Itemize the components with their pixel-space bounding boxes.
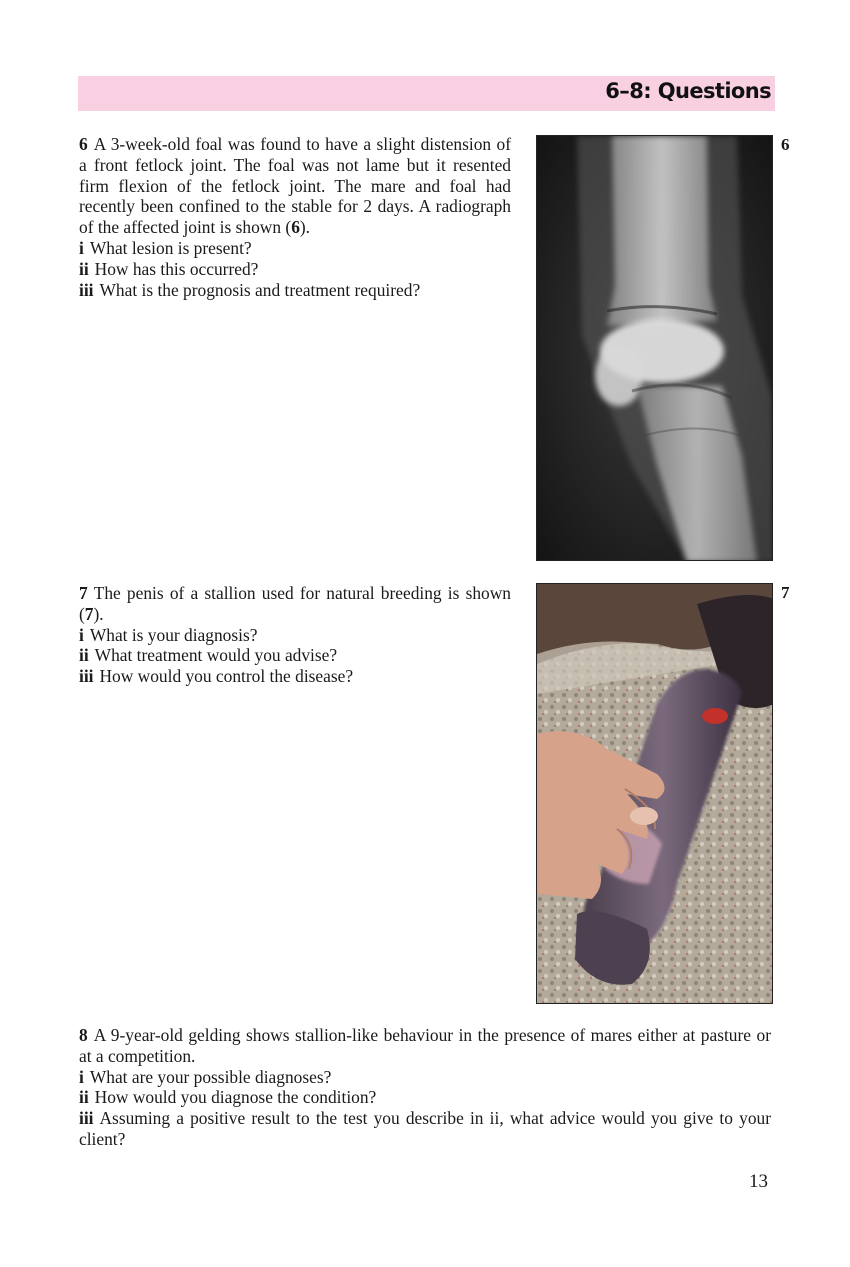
sub-question [79, 280, 511, 301]
section-header-bar [78, 76, 775, 111]
sub-question [79, 1067, 771, 1088]
sub-question-label: i [79, 1066, 84, 1087]
question-number: 7 [79, 583, 88, 603]
sub-question [79, 238, 511, 259]
sub-question [79, 1087, 771, 1108]
figure-7-photograph [536, 583, 773, 1004]
sub-question-label: iii [79, 279, 94, 300]
sub-question [79, 666, 511, 687]
figure-6-label: 6 [781, 135, 790, 154]
radiograph-image [537, 136, 773, 561]
question-number: 8 [79, 1025, 88, 1045]
question-stem-text: The penis of a stallion used for natural breeding is shown ( [79, 583, 511, 624]
sub-question-text: What lesion is present? [89, 237, 252, 258]
stem-end: ). [93, 603, 104, 624]
sub-question-label: iii [79, 666, 94, 687]
question-stem-text: A 9-year-old gelding shows stallion-like behaviour in the presence of mares either at pasture or at a competition. [79, 1025, 771, 1066]
question-6-stem [79, 134, 511, 238]
figure-6-radiograph [536, 135, 773, 561]
sub-question [79, 1108, 771, 1150]
question-number: 6 [79, 134, 88, 154]
sub-question-text: How would you control the disease? [99, 666, 354, 687]
figure-reference: 6 [291, 217, 300, 238]
sub-question-text: How has this occurred? [94, 258, 259, 279]
sub-question-label: ii [79, 645, 89, 666]
question-6 [79, 134, 511, 300]
question-7-stem [79, 583, 511, 625]
sub-question [79, 645, 511, 666]
figure-7-label: 7 [781, 583, 790, 602]
sub-question-text: How would you diagnose the condition? [94, 1087, 377, 1108]
sub-question-label: ii [79, 1087, 89, 1108]
sub-question-label: ii [79, 258, 89, 279]
sub-question-text: What are your possible diagnoses? [89, 1066, 332, 1087]
sub-question [79, 259, 511, 280]
figure-reference: 7 [84, 603, 94, 624]
sub-question-label: iii [79, 1108, 94, 1129]
sub-question-label: i [79, 624, 84, 645]
question-8 [79, 1025, 771, 1150]
sub-question-text: What is your diagnosis? [89, 624, 258, 645]
question-8-stem [79, 1025, 771, 1067]
sub-question [79, 625, 511, 646]
question-stem-text: A 3-week-old foal was found to have a slight distension of a front fetlock joint. The foal was not lame but it resented firm flexion of the fetlock joint. The mare and foal had recently been confined to the stable for 2 days. A radiograph of the affected joint is shown ( [79, 134, 511, 238]
sub-question-text: Assuming a positive result to the test you describe in ii, what advice would you give to your client? [79, 1108, 771, 1149]
page-number: 13 [749, 1171, 768, 1192]
sub-question-label: i [79, 237, 84, 258]
clinical-photo-image [537, 584, 773, 1004]
sub-question-text: What is the prognosis and treatment required? [99, 279, 421, 300]
section-title: 6–8: Questions [605, 79, 771, 103]
question-7 [79, 583, 511, 687]
stem-end: ). [299, 217, 311, 238]
sub-question-text: What treatment would you advise? [94, 645, 338, 666]
